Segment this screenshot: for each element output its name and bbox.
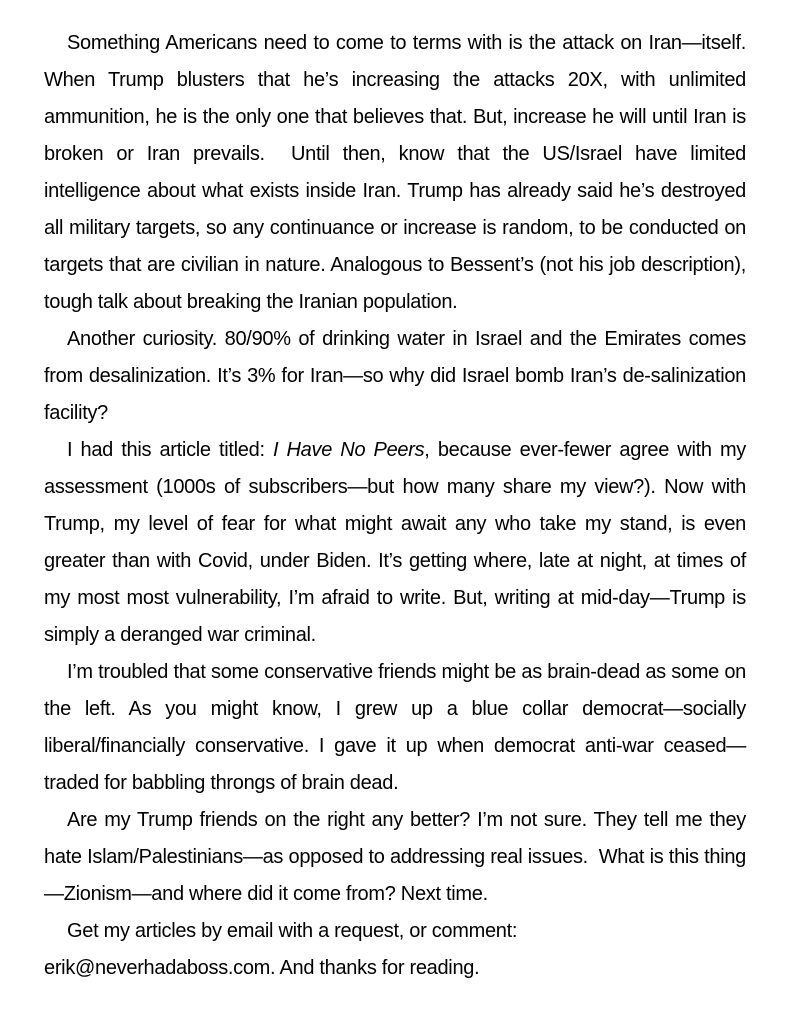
- para-conservative-friends: [44, 654, 752, 802]
- text-segment: , because ever-fewer agree with my assessment (1000s of subscribers—but how many share my view?). Now with Trump, my level of fear for what might await any who take my stand, is even greater than with Covid, under Biden. It’s getting where, late at night, at times of my most most vulnerability, I’m afraid to write. But, writing at mid-day—Trump is simply a deranged war criminal.: [44, 439, 752, 646]
- text-segment: Are my Trump friends on the right any better? I’m not sure. They tell me they hate Islam/Palestinians—as opposed to addressing real issues. What is this thing—Zionism—and where did it come from? Next time.: [44, 809, 752, 905]
- para-signoff: [44, 913, 746, 987]
- text-segment: . And thanks for reading.: [270, 957, 480, 979]
- para-iran-attack: [44, 25, 752, 321]
- document-body: [44, 25, 752, 987]
- text-segment: Get my articles by email with a request, or comment:: [67, 920, 518, 942]
- email-address: erik@neverhadaboss.com: [44, 957, 271, 979]
- para-trump-friends: [44, 802, 752, 913]
- text-segment: Another curiosity. 80/90% of drinking water in Israel and the Emirates comes from desalinization. It’s 3% for Iran—so why did Israel bomb Iran’s de-salinization facility?: [44, 328, 752, 424]
- article-title-italic: I Have No Peers: [273, 439, 425, 461]
- para-no-peers: [44, 432, 752, 654]
- text-segment: Something Americans need to come to terms with is the attack on Iran—itself. When Trump blusters that he’s increasing the attacks 20X, with unlimited ammunition, he is the only one that believes that. But, increase he will until Iran is broken or Iran prevails. Until then, know that the US/Israel have limited intelligence about what exists inside Iran. Trump has already said he’s destroyed all military targets, so any continuance or increase is random, to be conducted on targets that are civilian in nature. Analogous to Bessent’s (not his job description), tough talk about breaking the Iranian population.: [44, 32, 752, 313]
- para-desalinization: [44, 321, 752, 432]
- text-segment: I’m troubled that some conservative friends might be as brain-dead as some on the left. As you might know, I grew up a blue collar democrat—socially liberal/financially conservative. I gave it up when democrat anti-war ceased—traded for babbling throngs of brain dead.: [44, 661, 752, 794]
- text-segment: I had this article titled:: [67, 439, 273, 461]
